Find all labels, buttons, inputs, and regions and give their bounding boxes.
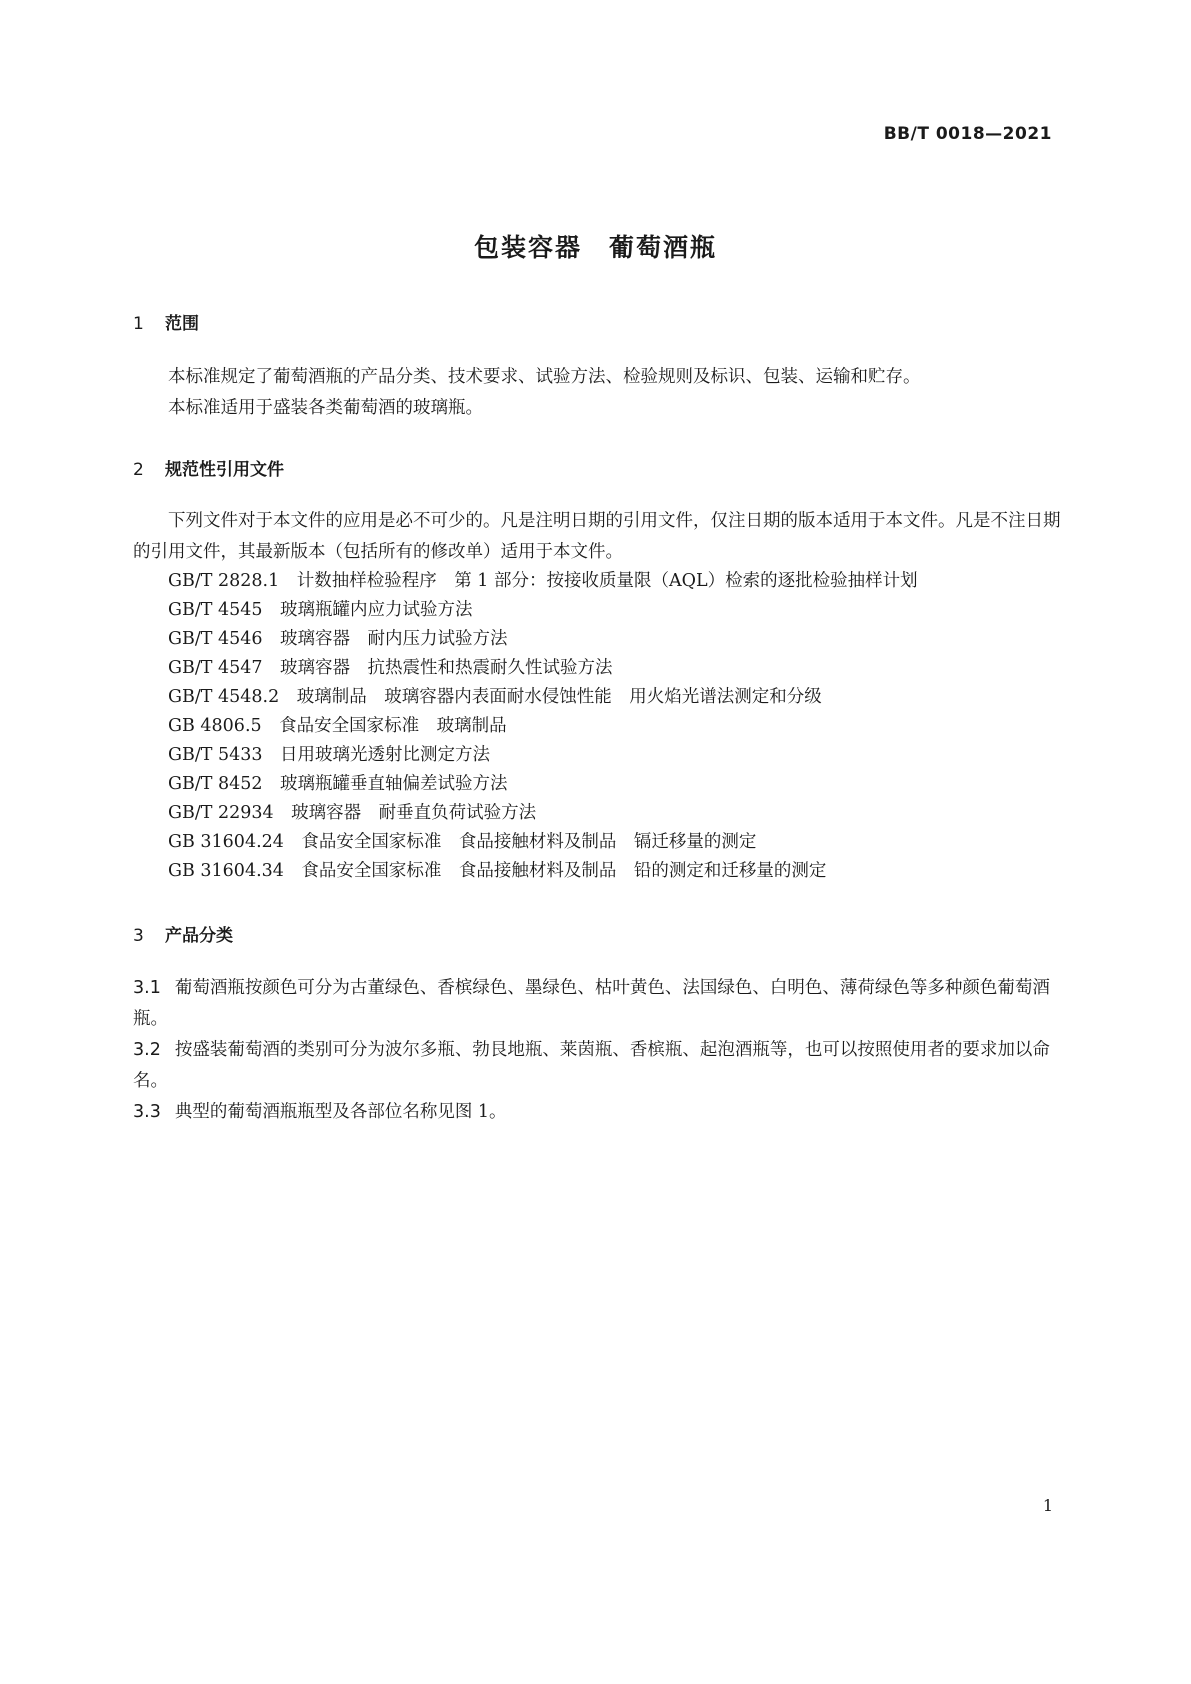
reference-code: GB/T 4545	[168, 600, 263, 620]
reference-title: 食品安全国家标准 玻璃制品	[279, 716, 507, 736]
standard-code: BB/T 0018—2021	[883, 124, 1052, 144]
reference-code: GB 4806.5	[168, 716, 262, 736]
reference-item	[168, 653, 613, 684]
section-number: 3	[133, 926, 144, 946]
reference-code: GB/T 22934	[168, 803, 274, 823]
clause-text: 按盛装葡萄酒的类别可分为波尔多瓶、勃艮地瓶、莱茵瓶、香槟瓶、起泡酒瓶等，也可以按照使用者的要求加以命名。	[133, 1040, 1050, 1091]
section-title: 范围	[165, 314, 199, 334]
reference-item	[168, 827, 756, 858]
section-title: 产品分类	[165, 926, 233, 946]
reference-item	[168, 566, 918, 597]
reference-title: 日用玻璃光透射比测定方法	[280, 745, 491, 765]
clause-number: 3.2	[133, 1040, 161, 1060]
reference-item	[168, 740, 490, 771]
reference-code: GB/T 4547	[168, 658, 263, 678]
section-title: 规范性引用文件	[165, 460, 284, 480]
section-number: 1	[133, 314, 144, 334]
reference-item	[168, 711, 507, 742]
clause-3-3	[133, 1097, 1063, 1128]
reference-code: GB/T 4546	[168, 629, 263, 649]
clause-number: 3.3	[133, 1102, 161, 1122]
clause-text: 典型的葡萄酒瓶瓶型及各部位名称见图 1。	[174, 1102, 507, 1122]
section-3-heading	[133, 921, 233, 946]
paragraph: 本标准规定了葡萄酒瓶的产品分类、技术要求、试验方法、检验规则及标识、包装、运输和贮存。	[168, 367, 921, 387]
clause-text: 葡萄酒瓶按颜色可分为古董绿色、香槟绿色、墨绿色、枯叶黄色、法国绿色、白明色、薄荷绿色等多种颜色葡萄酒瓶。	[133, 978, 1050, 1029]
reference-code: GB 31604.34	[168, 861, 284, 881]
paragraph: 本标准适用于盛装各类葡萄酒的玻璃瓶。	[168, 398, 483, 418]
reference-code: GB/T 5433	[168, 745, 263, 765]
page-number: 1	[1042, 1496, 1053, 1515]
reference-code: GB/T 8452	[168, 774, 263, 794]
references-intro: 下列文件对于本文件的应用是必不可少的。凡是注明日期的引用文件，仅注日期的版本适用于本文件。凡是不注日期的引用文件，其最新版本（包括所有的修改单）适用于本文件。	[133, 511, 1061, 562]
reference-item	[168, 682, 822, 713]
reference-item	[168, 624, 508, 655]
clause-3-2	[133, 1035, 1063, 1097]
reference-title: 玻璃容器 耐垂直负荷试验方法	[291, 803, 537, 823]
reference-title: 食品安全国家标准 食品接触材料及制品 镉迁移量的测定	[301, 832, 757, 852]
reference-code: GB/T 2828.1	[168, 571, 280, 591]
clause-number: 3.1	[133, 978, 161, 998]
document-title: 包装容器 葡萄酒瓶	[473, 233, 717, 262]
reference-title: 玻璃瓶罐内应力试验方法	[280, 600, 473, 620]
reference-item	[168, 769, 508, 800]
section-number: 2	[133, 460, 144, 480]
section-1-heading	[133, 309, 199, 334]
reference-title: 玻璃瓶罐垂直轴偏差试验方法	[280, 774, 508, 794]
section-2-heading	[133, 455, 284, 480]
reference-item	[168, 856, 826, 887]
reference-item	[168, 798, 536, 829]
reference-item	[168, 595, 473, 626]
reference-title: 玻璃容器 耐内压力试验方法	[280, 629, 508, 649]
reference-title: 食品安全国家标准 食品接触材料及制品 铅的测定和迁移量的测定	[301, 861, 827, 881]
reference-title: 玻璃容器 抗热震性和热震耐久性试验方法	[280, 658, 613, 678]
reference-code: GB/T 4548.2	[168, 687, 280, 707]
clause-3-1	[133, 973, 1063, 1035]
reference-code: GB 31604.24	[168, 832, 284, 852]
reference-title: 玻璃制品 玻璃容器内表面耐水侵蚀性能 用火焰光谱法测定和分级	[296, 687, 822, 707]
reference-title: 计数抽样检验程序 第 1 部分：按接收质量限（AQL）检索的逐批检验抽样计划	[296, 571, 918, 591]
